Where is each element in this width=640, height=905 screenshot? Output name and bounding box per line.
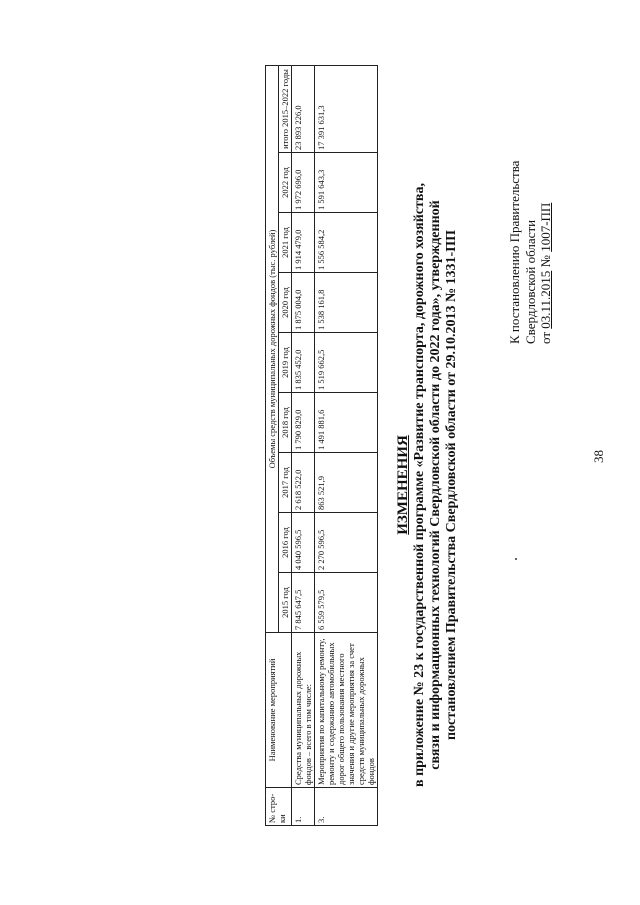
stamp-line-1: К постановлению Правительства bbox=[507, 160, 522, 344]
stamp-prefix: от bbox=[538, 331, 553, 344]
row-value: 1 835 452,0 bbox=[292, 333, 315, 393]
heading-line-1: в приложение № 23 к государственной программе «Развитие транспорта, дорожного хозяйства, bbox=[412, 183, 427, 787]
row-value: 1 556 584,2 bbox=[315, 213, 378, 273]
row-total: 17 391 631,3 bbox=[315, 66, 378, 153]
table-row bbox=[292, 66, 315, 826]
header-year: 2018 год bbox=[279, 393, 292, 453]
row-value: 1 914 479,0 bbox=[292, 213, 315, 273]
document-heading bbox=[395, 135, 460, 835]
header-year: 2022 год bbox=[279, 153, 292, 213]
table-row bbox=[315, 66, 378, 826]
row-value: 1 875 004,0 bbox=[292, 273, 315, 333]
row-number: 3. bbox=[315, 788, 378, 826]
row-name: Мероприятия по капитальному ремонту, ремонту и содержанию автомобильных дорог общего пользования местного значения и другие мероприятия за счет средств муниципальных дорожных фондов bbox=[315, 633, 378, 788]
row-value: 1 538 161,8 bbox=[315, 273, 378, 333]
row-total: 23 893 226,0 bbox=[292, 66, 315, 153]
row-value: 2 270 596,5 bbox=[315, 513, 378, 573]
header-fund-volumes: Объемы средств муниципальных дорожных фондов (тыс. рублей) bbox=[266, 66, 279, 633]
stamp-line-2: Свердловской области bbox=[522, 219, 538, 344]
row-value: 863 521,9 bbox=[315, 453, 378, 513]
row-value: 2 618 522,0 bbox=[292, 453, 315, 513]
approval-stamp bbox=[507, 84, 554, 344]
row-value: 1 790 829,0 bbox=[292, 393, 315, 453]
header-year: 2021 год bbox=[279, 213, 292, 273]
scan-speck bbox=[515, 558, 517, 560]
heading-line-2: связи и информационных технологий Свердловской области до 2022 года», утвержденной bbox=[428, 200, 443, 770]
header-year: 2015 год bbox=[279, 573, 292, 633]
row-value: 6 559 579,5 bbox=[315, 573, 378, 633]
heading-title: ИЗМЕНЕНИЯ bbox=[395, 435, 411, 535]
row-value: 1 972 696,0 bbox=[292, 153, 315, 213]
header-year: 2016 год bbox=[279, 513, 292, 573]
row-value: 1 519 662,5 bbox=[315, 333, 378, 393]
header-row-number: № стро-ки bbox=[266, 788, 292, 826]
page-number: 38 bbox=[591, 450, 606, 463]
row-value: 7 845 647,5 bbox=[292, 573, 315, 633]
stamp-number: 1007-ПП bbox=[538, 202, 553, 252]
header-year: 2019 год bbox=[279, 333, 292, 393]
table-header-row-1 bbox=[266, 66, 279, 826]
stamp-date: 03.11.2015 bbox=[538, 270, 553, 329]
row-value: 1 591 643,3 bbox=[315, 153, 378, 213]
stamp-number-label: № bbox=[538, 255, 553, 268]
header-year: 2020 год bbox=[279, 273, 292, 333]
row-number: 1. bbox=[292, 788, 315, 826]
heading-line-3: постановлением Правительства Свердловской области от 29.10.2013 № 1331-ПП bbox=[444, 230, 459, 741]
row-name: Средства муниципальных дорожных фондов – всего в том числе: bbox=[292, 633, 315, 788]
header-activity-name: Наименование мероприятий bbox=[266, 633, 292, 788]
stamp-line-3 bbox=[538, 84, 554, 344]
funding-table bbox=[265, 65, 378, 826]
row-value: 1 491 881,6 bbox=[315, 393, 378, 453]
row-value: 4 040 596,5 bbox=[292, 513, 315, 573]
header-total: итого 2015–2022 годы bbox=[279, 66, 292, 153]
header-year: 2017 год bbox=[279, 453, 292, 513]
